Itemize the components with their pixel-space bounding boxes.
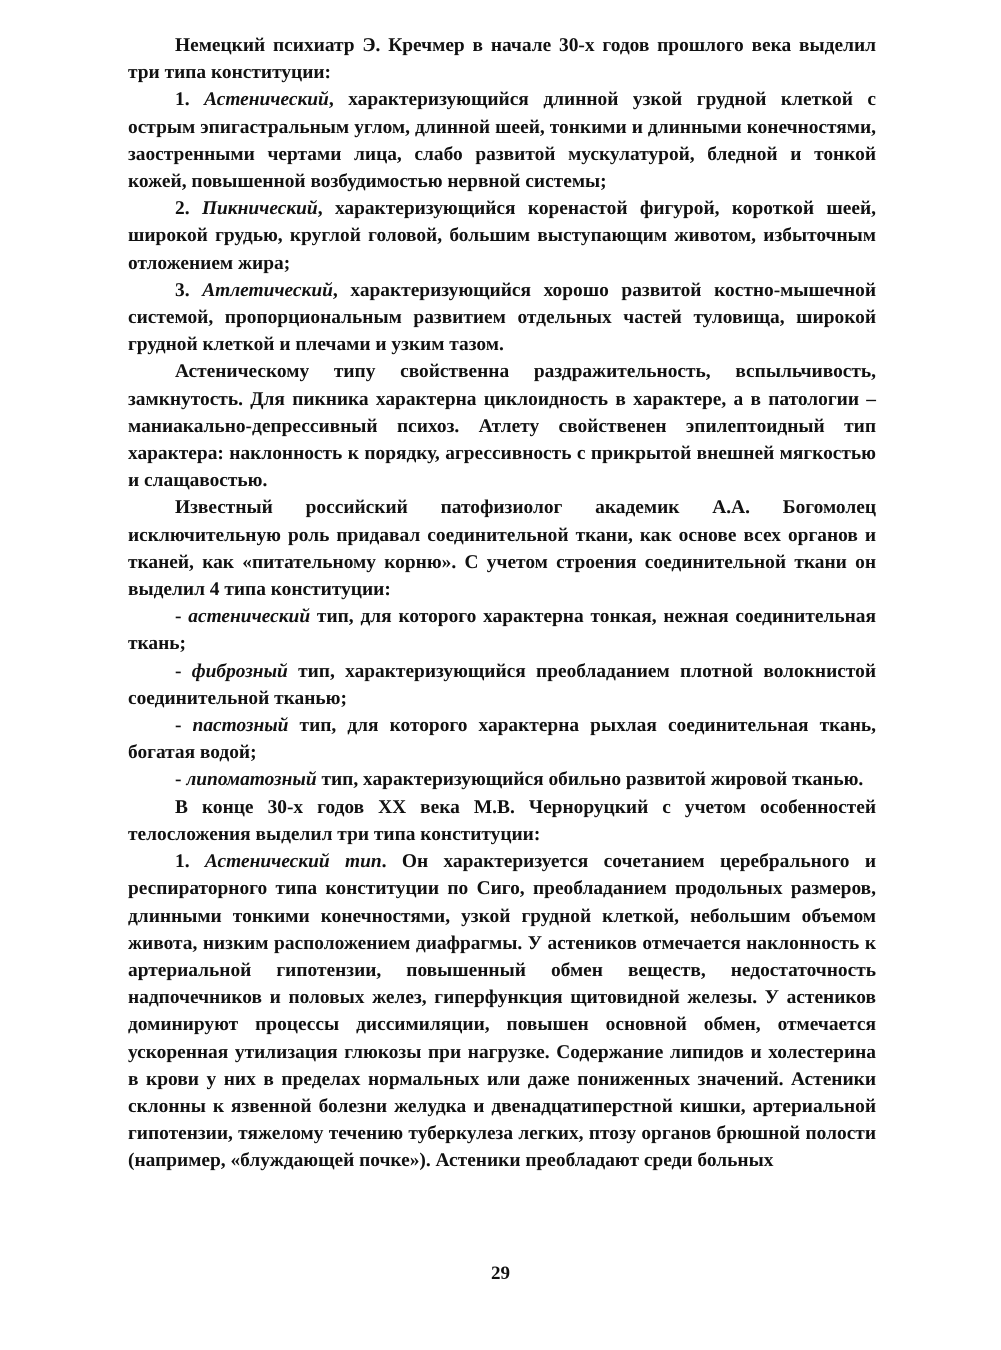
text-run: Известный российский патофизиолог академик А.А. Богомолец исключительную роль придавал соединительной ткани, как основе всех органов и тканей, как «питательному корню». С учетом строения соединительной ткани он выделил 4 типа конституции: [128,497,876,601]
paragraph [128,195,876,277]
text-run: тип, характеризующийся преобладанием плотной волокнистой соединительной тканью; [128,660,876,709]
paragraph [128,494,876,603]
text-run: , характеризующийся длинной узкой грудной клеткой с острым эпигастральным углом, длинной шеей, тонкими и длинными конечностями, заостренными чертами лица, слабо развитой мускулатурой, бледной и тонкой кожей, повышенной возбудимостью нервной системы; [128,89,877,193]
text-run: - [175,606,189,628]
text-run: - [175,769,187,791]
text-run: тип, для которого характерна тонкая, нежная соединительная ткань; [128,606,876,655]
paragraph [128,86,876,195]
emphasized-term: астенический [188,606,311,628]
paragraph [128,766,876,793]
text-run: тип, характеризующийся обильно развитой жировой тканью. [316,769,864,791]
paragraph [128,358,876,494]
paragraph [128,712,876,766]
text-run: Астеническому типу свойственна раздражительность, вспыльчивость, замкнутость. Для пикника характерна циклоидность в характере, а в патологии – маниакально-депрессивный психоз. Атлету свойственен эпилептоидный тип характера: наклонность к порядку, агрессивность с прикрытой внешней мягкостью и слащавостью. [128,361,876,492]
page-number: 29 [491,1263,510,1284]
text-run: тип, для которого характерна рыхлая соединительная ткань, богатая водой; [128,715,876,764]
paragraph [128,794,876,848]
text-run: , характеризующийся хорошо развитой костно-мышечной системой, пропорциональным развитием отдельных частей туловища, широкой грудной клеткой и плечами и узким тазом. [128,279,877,356]
paragraph [128,603,876,657]
emphasized-term: Атлетический [202,279,333,301]
text-run: . Он характеризуется сочетанием церебрального и респираторного типа конституции по Сиго, преобладанием продольных размеров, длинными тонкими конечностями, узкой грудной клеткой, небольшим объемом живота, низким расположением диафрагмы. У астеников отмечается наклонность к артериальной гипотензии, повышенный обмен веществ, недостаточность надпочечников и половых желез, гиперфункция щитовидной железы. У астеников доминируют процессы диссимиляции, повышен основной обмен, отмечается ускоренная утилизация глюкозы при нагрузке. Содержание липидов и холестерина в крови у них в пределах нормальных или даже пониженных значений. Астеники склонны к язвенной болезни желудка и двенадцатиперстной кишки, артериальной гипотензии, тяжелому течению туберкулеза легких, птозу органов брюшной полости (например, «блуждающей почке»). Астеники преобладают среди больных [128,851,877,1172]
text-run: 1. [175,89,205,111]
emphasized-term: липоматозный [186,769,317,791]
paragraph [128,658,876,712]
text-run: - [175,660,192,682]
paragraph [128,277,876,359]
emphasized-term: фиброзный [191,660,288,682]
text-run: 2. [175,198,202,220]
emphasized-term: пастозный [192,715,289,737]
emphasized-term: Пикнический [201,198,318,220]
page-text [128,32,876,1175]
text-run: 3. [175,279,203,301]
emphasized-term: Астенический тип [204,851,382,873]
emphasized-term: Астенический [204,89,329,111]
text-run: 1. [175,851,205,873]
paragraph [128,32,876,86]
text-run: В конце 30-х годов XX века М.В. Черноруцкий с учетом особенностей телосложения выделил три типа конституции: [128,796,876,845]
paragraph [128,848,876,1174]
text-run: , характеризующийся коренастой фигурой, короткой шеей, широкой грудью, круглой головой, большим выступающим животом, избыточным отложением жира; [128,198,877,274]
text-run: - [175,715,193,737]
text-run: Немецкий психиатр Э. Кречмер в начале 30-х годов прошлого века выделил три типа конституции: [128,35,876,84]
